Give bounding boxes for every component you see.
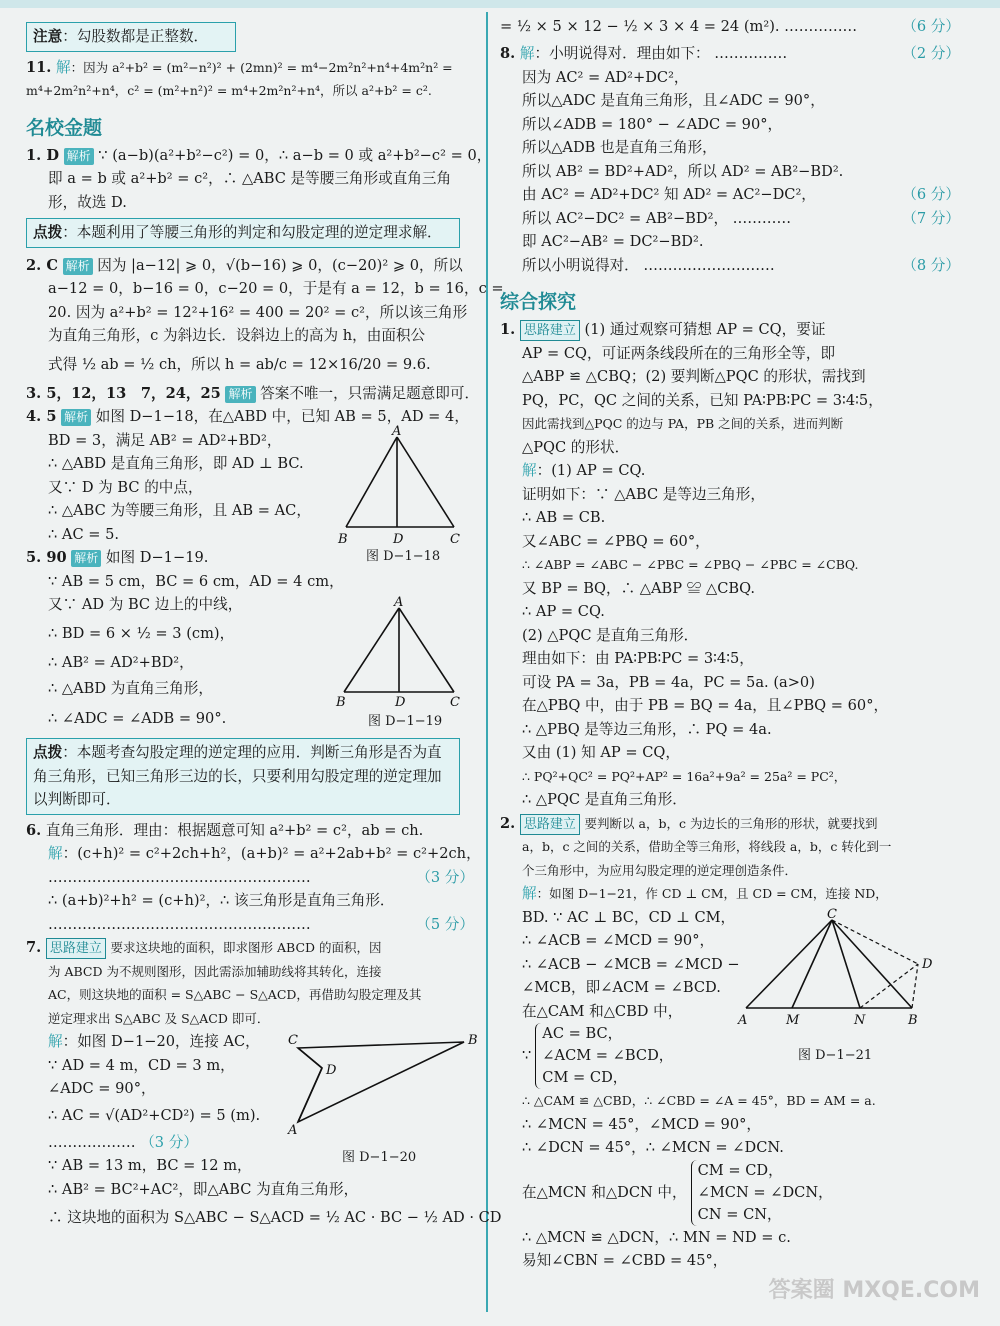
svg-text:A: A xyxy=(738,1012,748,1028)
line: 因为 AC² = AD²+DC²， xyxy=(522,68,689,86)
line: ∵ AB = 13 m，BC = 12 m， xyxy=(48,1157,252,1174)
svg-text:B: B xyxy=(336,695,346,710)
note-box-2 xyxy=(26,218,460,248)
line: ∴ 这块地的面积为 S△ABC − S△ACD = ½ AC · BC − ½ AD · CD xyxy=(48,1209,502,1226)
condition: CN = CN， xyxy=(697,1205,782,1223)
problem-number: 1. xyxy=(500,321,516,338)
line: ∴ ∠MCN = 45°，∠MCD = 90°， xyxy=(522,1115,762,1133)
line: BD = 3，满足 AB² = AD²+BD²， xyxy=(48,431,282,449)
line: ∴ AB² = BC²+AC²，即△ABC 为直角三角形， xyxy=(48,1180,359,1198)
line: ∴ (a+b)²+h² = (c+h)²，∴ 该三角形是直角三角形． xyxy=(48,892,395,909)
line: △PQC 的形状． xyxy=(522,438,630,456)
line: ∴ BD = 6 × ½ = 3 (cm)， xyxy=(48,624,235,642)
analysis-tag: 解析 xyxy=(63,258,93,275)
line: 为 ABCD 为不规则图形，因此需添加辅助线将其转化，连接 xyxy=(48,963,382,979)
svg-text:C: C xyxy=(450,532,460,547)
note-text: ：本题考查勾股定理的逆定理的应用．判断三角形是否为直角三角形，已知三角形三边的长，只要利用勾股定理的逆定理加以判断即可． xyxy=(33,744,442,808)
line: 因此需找到△PQC 的边与 PA，PB 之间的关系，进而判断 xyxy=(522,416,844,431)
thinking-tag: 思路建立 xyxy=(46,938,106,959)
line: 直角三角形．理由：根据题意可知 a²+b² = c²，ab = ch. xyxy=(45,821,424,839)
note-tag: 点拨 xyxy=(33,744,63,761)
question-8: 8. 解：小明说得对．理由如下： …………… （2 分） 因为 AC² = AD²+DC²， 所以△ADC 是直角三角形，且∠ADC = 90°， 所以∠ADB = 180° − ∠ADC = 90°， 所以△ADB 也是直角三角形， 所以 AB² = BD²+AD²，所以 AD² = AB²−BD². 由 AC² = AD²+DC² 知 AD² = AC²−DC²， （6 分） 所以 AC²−DC² = AB²−BD²， ………… （7 分） 即 AC²−AB² = DC²−BD². 所以小明说得对． ……………………… （8 分） xyxy=(500,42,960,277)
answer: 5. 90 xyxy=(26,549,67,566)
answer: 3. 5，12，13 7，24，25 xyxy=(26,384,221,402)
problem-number: 6. xyxy=(26,821,42,839)
solution-label: 解 xyxy=(48,845,63,862)
svg-text:D: D xyxy=(922,956,933,972)
question-7: 7. 思路建立 要求这块地的面积，即求图形 ABCD 的面积，因 为 ABCD 为不规则图形，因此需添加辅助线将其转化，连接 AC，则这块地的面积 = S△ABC − S△ACD，再借助勾股定理及其 逆定理求出 S△ABC 及 S△ACD 即可． 解：如图 D−1−20，连接 AC， ∵ AD = 4 m，CD = 3 m， ∠ADC = 90°， ∴ AC = √(AD²+CD²) = 5 (m). ……………… （3 分） ∵ AB = 13 m，BC = 12 m， ∴ AB² = BC²+AC²，即△ABC 为直角三角形， ∴ 这块地的面积为 S△ABC − S△ACD = ½ AC · BC − ½ AD · CD C B D A 图 D−1−20 xyxy=(26,936,474,1235)
line: a，b，c 之间的关系，借助全等三角形，将线段 a，b，c 转化到一 xyxy=(522,839,892,854)
problem-number: 7. xyxy=(26,939,42,956)
line: 如图 D−1−19. xyxy=(105,549,209,566)
condition: AC = BC， xyxy=(542,1025,623,1042)
line: 在△CAM 和△CBD 中， xyxy=(522,1002,683,1020)
score: （6 分） xyxy=(902,186,960,203)
problem-number: 8. xyxy=(500,45,516,62)
column-divider xyxy=(486,12,488,1312)
question-2 xyxy=(26,254,504,382)
watermark-text: 答案圈 MXQE.COM xyxy=(768,1278,980,1303)
line: ∴ △PBQ 是等边三角形，∴ PQ = 4a. xyxy=(522,720,772,738)
congruence-system-2 xyxy=(500,1160,960,1226)
line: 所以△ADC 是直角三角形，且∠ADC = 90°， xyxy=(522,92,825,109)
solution-label: 解 xyxy=(48,1033,63,1050)
condition: CM = CD， xyxy=(542,1069,628,1086)
line: BD. ∵ AC ⊥ BC，CD ⊥ CM， xyxy=(522,908,736,926)
line: ：因为 a²+b² = (m²−n²)² + (2mn)² = m⁴−2m²n²+n⁴+4m²n² = xyxy=(70,59,453,75)
left-column xyxy=(26,12,504,1235)
line: 为直角三角形，c 为斜边长．设斜边上的高为 h，由面积公 xyxy=(48,327,426,344)
line: ∴ ∠ABP = ∠ABC − ∠PBC = ∠PBQ − ∠PBC = ∠CBQ. xyxy=(522,557,859,572)
problem-11 xyxy=(26,56,474,103)
line: 证明如下：∵ △ABC 是等边三角形， xyxy=(522,485,765,503)
line: 又∵ D 为 BC 的中点， xyxy=(48,478,203,496)
line: m⁴+2m²n²+n⁴，c² = (m²+n²)² = m⁴+2m²n²+n⁴，所以 a²+b² = c². xyxy=(26,83,432,98)
line: 所以△ADB 也是直角三角形， xyxy=(522,139,717,156)
figure-d-1-19 xyxy=(332,596,462,711)
line: ∠MCB，即∠ACM = ∠BCD. xyxy=(522,979,721,996)
question-1 xyxy=(26,144,492,215)
note-text: ：勾股数都是正整数． xyxy=(62,28,209,45)
analysis-tag: 解析 xyxy=(71,550,101,567)
line: ：如图 D−1−20，连接 AC， xyxy=(62,1033,260,1050)
figure-d-1-21 xyxy=(736,908,936,1038)
svg-text:B: B xyxy=(338,532,348,547)
line: ∴ AC = 5. xyxy=(48,525,120,543)
svg-text:B: B xyxy=(908,1012,918,1028)
line: ∴ AB = CB. xyxy=(522,509,606,526)
line: 要求这块地的面积，即求图形 ABCD 的面积，因 xyxy=(110,940,382,955)
section-heading-famous-schools: 名校金题 xyxy=(26,116,103,139)
analysis-tag: 解析 xyxy=(61,409,91,426)
svg-text:C: C xyxy=(450,695,460,710)
line: ∴ △ABD 为直角三角形， xyxy=(48,680,213,697)
svg-text:A: A xyxy=(392,424,402,439)
line: 形，故选 D. xyxy=(48,193,127,211)
line: △ABP ≌ △CBQ；(2) 要判断△PQC 的形状，需找到 xyxy=(522,368,866,385)
line: 个三角形中，为应用勾股定理的逆定理创造条件． xyxy=(522,862,798,878)
line: 即 AC²−AB² = DC²−BD². xyxy=(522,233,704,250)
line: PQ，PC，QC 之间的关系，已知 PA∶PB∶PC = 3∶4∶5， xyxy=(522,391,883,409)
line: ∴ △ABD 是直角三角形，即 AD ⊥ BC. xyxy=(48,455,304,472)
line: ：(1) AP = CQ. xyxy=(536,462,646,479)
line: ∠ADC = 90°， xyxy=(48,1080,156,1097)
line: ∴ △CAM ≌ △CBD，∴ ∠CBD = ∠A = 45°，BD = AM = a. xyxy=(522,1093,876,1108)
figure-caption: 图 D−1−19 xyxy=(368,714,443,729)
line: ∵ (a−b)(a²+b²−c²) = 0，∴ a−b = 0 或 a²+b²−c² = 0， xyxy=(98,146,492,164)
continuation-line: = ½ × 5 × 12 − ½ × 3 × 4 = 24 (m²). …………… （6 分） xyxy=(500,12,960,42)
line: ：如图 D−1−21，作 CD ⊥ CM，且 CD = CM，连接 ND， xyxy=(536,886,888,901)
line: ∴ ∠DCN = 45°，∴ ∠MCN = ∠DCN. xyxy=(522,1139,784,1156)
thinking-tag: 思路建立 xyxy=(520,320,580,341)
score: （6 分） xyxy=(902,18,960,35)
svg-text:M: M xyxy=(786,1012,800,1028)
score: （3 分） xyxy=(140,1133,198,1151)
figure-caption: 图 D−1−20 xyxy=(342,1150,417,1165)
note-tag: 点拨 xyxy=(33,224,63,241)
exploration-2 xyxy=(500,812,960,1273)
condition: ∠MCN = ∠DCN， xyxy=(697,1183,833,1201)
line: 由 AC² = AD²+DC² 知 AD² = AC²−DC²， xyxy=(522,186,816,203)
line: ∴ ∠ADC = ∠ADB = 90°. xyxy=(48,710,227,727)
line: 在△MCN 和△DCN 中， xyxy=(522,1183,687,1201)
exploration-1 xyxy=(500,318,960,812)
note-text: ：本题利用了等腰三角形的判定和勾股定理的逆定理求解． xyxy=(62,224,442,241)
line: 理由如下：由 PA∶PB∶PC = 3∶4∶5， xyxy=(522,650,754,667)
solution-label: 解 xyxy=(519,45,535,62)
line: AC，则这块地的面积 = S△ABC − S△ACD，再借助勾股定理及其 xyxy=(48,987,422,1002)
question-3 xyxy=(26,382,480,406)
thinking-tag: 思路建立 xyxy=(520,814,580,835)
line: ∴ △ABC 为等腰三角形，且 AB = AC， xyxy=(48,502,311,519)
svg-text:A: A xyxy=(288,1123,298,1138)
line: ：小明说得对．理由如下： xyxy=(534,45,710,62)
condition: ∠ACM = ∠BCD， xyxy=(542,1047,674,1064)
line: 因为 |a−12| ⩾ 0，√(b−16) ⩾ 0，(c−20)² ⩾ 0，所以 xyxy=(97,256,463,274)
svg-text:B: B xyxy=(468,1033,478,1048)
line: a−12 = 0，b−16 = 0，c−20 = 0，于是有 a = 12，b = 16，c = xyxy=(48,280,504,297)
line: 所以∠ADB = 180° − ∠ADC = 90°， xyxy=(522,115,783,133)
line: AP = CQ，可证两条线段所在的三角形全等，即 xyxy=(522,344,836,362)
line: 又 BP = BQ，∴ △ABP ≌ △CBQ. xyxy=(522,579,755,597)
figure-caption: 图 D−1−18 xyxy=(366,549,441,564)
line: 又∠ABC = ∠PBQ = 60°， xyxy=(522,532,710,550)
line: 要判断以 a，b，c 为边长的三角形的形状，就要找到 xyxy=(584,815,878,831)
score: （5 分） xyxy=(416,915,474,933)
line: 即 a = b 或 a²+b² = c²，∴ △ABC 是等腰三角形或直角三角 xyxy=(48,170,452,187)
congruence-system-1: ∵ AC = BC， ∠ACM = ∠BCD， CM = CD， xyxy=(500,1023,960,1089)
line: 如图 D−1−18，在△ABD 中，已知 AB = 5，AD = 4， xyxy=(95,408,469,425)
line: ∴ AB² = AD²+BD²， xyxy=(48,653,194,671)
solution-label: 解 xyxy=(522,462,537,479)
score: （8 分） xyxy=(902,256,960,274)
svg-text:A: A xyxy=(394,595,404,610)
watermark xyxy=(769,1273,980,1304)
svg-text:N: N xyxy=(854,1012,866,1028)
svg-text:D: D xyxy=(326,1063,337,1078)
svg-text:C: C xyxy=(288,1033,298,1048)
line: 所以 AB² = BD²+AD²，所以 AD² = AB²−BD². xyxy=(522,162,844,180)
line: 易知∠CBN = ∠CBD = 45°， xyxy=(522,1252,728,1269)
answer: 4. 5 xyxy=(26,408,57,425)
analysis-tag: 解析 xyxy=(64,148,94,165)
line: 在△PBQ 中，由于 PB = BQ = 4a，且∠PBQ = 60°， xyxy=(522,697,889,714)
note-tag: 注意 xyxy=(33,28,63,45)
problem-number: 11. xyxy=(26,58,52,76)
line: 逆定理求出 S△ABC 及 S△ACD 即可． xyxy=(48,1010,270,1026)
problem-number: 2. xyxy=(500,814,516,832)
line: 又由 (1) 知 AP = CQ， xyxy=(522,744,680,761)
line: ∴ AC = √(AD²+CD²) = 5 (m). xyxy=(48,1106,261,1124)
condition: CM = CD， xyxy=(697,1161,783,1179)
question-6: 6. 直角三角形．理由：根据题意可知 a²+b² = c²，ab = ch. 解：(c+h)² = c²+2ch+h²，(a+b)² = a²+2ab+b² = c²+2ch， ……………………………………………… （3 分） ∴ (a+b)²+h² = (c+h)²，∴ 该三角形是直角三角形． ……………………………………………… （5 分） xyxy=(26,819,474,937)
line: ∵ AD = 4 m，CD = 3 m， xyxy=(48,1056,235,1074)
line: 所以小明说得对． xyxy=(522,256,639,274)
figure-d-1-18 xyxy=(334,424,464,547)
line: ∴ ∠ACB − ∠MCB = ∠MCD − xyxy=(522,955,740,973)
line: 式得 ½ ab = ½ ch，所以 h = ab/c = 12×16/20 = 9.6. xyxy=(48,355,431,373)
line: ∴ △MCN ≌ △DCN，∴ MN = ND = c. xyxy=(522,1228,791,1246)
right-column xyxy=(500,12,960,1273)
line: ∴ AP = CQ. xyxy=(522,603,605,620)
question-5 xyxy=(26,546,474,734)
top-bar xyxy=(0,0,1000,8)
score: （7 分） xyxy=(902,209,960,227)
svg-text:D: D xyxy=(395,695,406,710)
line: 可设 PA = 3a，PB = 4a，PC = 5a. (a>0) xyxy=(522,673,815,691)
line: ∴ PQ²+QC² = PQ²+AP² = 16a²+9a² = 25a² = PC²， xyxy=(522,768,847,784)
line: ∴ △PQC 是直角三角形． xyxy=(522,791,687,808)
score: （2 分） xyxy=(902,45,960,62)
note-box-3 xyxy=(26,738,460,815)
svg-text:C: C xyxy=(827,906,837,922)
answer: 2. C xyxy=(26,256,58,274)
line: ∵ AB = 5 cm，BC = 6 cm，AD = 4 cm， xyxy=(48,572,344,590)
figure-caption: 图 D−1−21 xyxy=(798,1047,873,1063)
line: (2) △PQC 是直角三角形． xyxy=(522,626,699,644)
analysis-tag: 解析 xyxy=(225,386,255,403)
score: （3 分） xyxy=(416,868,474,886)
line: = ½ × 5 × 12 − ½ × 3 × 4 = 24 (m²). xyxy=(500,18,780,35)
answer: 1. D xyxy=(26,146,59,164)
line: 又∵ AD 为 BC 边上的中线， xyxy=(48,596,243,613)
figure-d-1-20 xyxy=(284,1032,478,1138)
line: ：(c+h)² = c²+2ch+h²，(a+b)² = a²+2ab+b² = c²+2ch， xyxy=(62,845,481,862)
line: (1) 通过观察可猜想 AP = CQ，要证 xyxy=(584,321,826,338)
line: 20. 因为 a²+b² = 12²+16² = 400 = 20² = c²，所以该三角形 xyxy=(48,303,468,321)
line: 答案不唯一，只需满足题意即可． xyxy=(260,384,480,402)
line: ∴ ∠ACB = ∠MCD = 90°， xyxy=(522,932,715,949)
solution-label: 解 xyxy=(522,885,537,902)
solution-label: 解 xyxy=(56,58,71,76)
section-heading-comprehensive: 综合探究 xyxy=(500,291,577,313)
line: 所以 AC²−DC² = AB²−BD²， xyxy=(522,209,729,227)
svg-text:D: D xyxy=(393,532,404,547)
note-box-1 xyxy=(26,22,236,52)
